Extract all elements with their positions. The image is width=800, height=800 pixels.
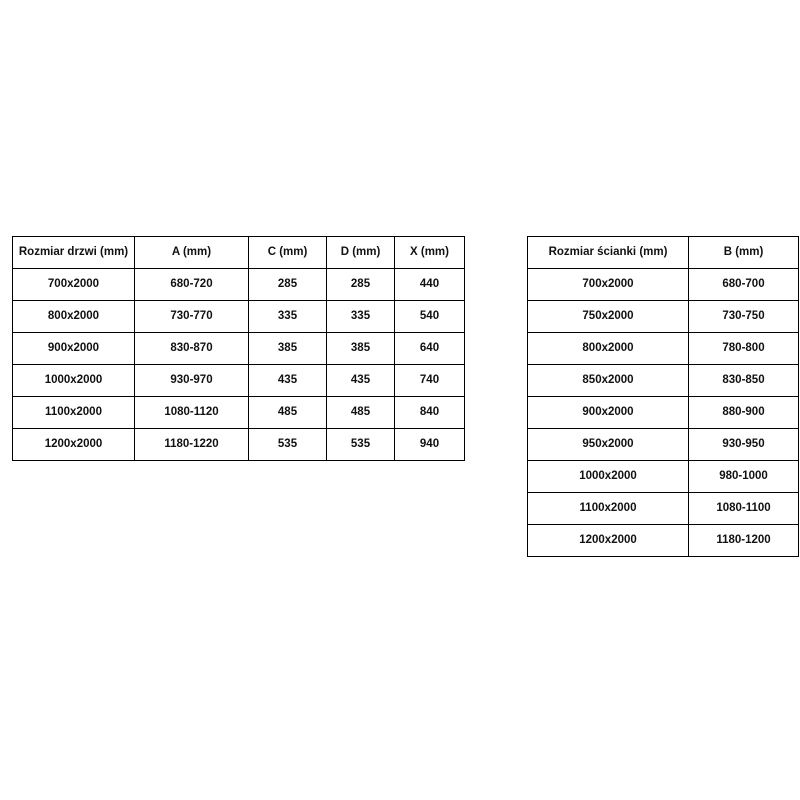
table-cell: 535 — [249, 429, 327, 461]
column-header: C (mm) — [249, 237, 327, 269]
table-cell: 1000x2000 — [13, 365, 135, 397]
table-row — [13, 301, 465, 333]
table-cell: 640 — [395, 333, 465, 365]
table-cell: 1200x2000 — [13, 429, 135, 461]
table-cell: 900x2000 — [13, 333, 135, 365]
table-cell: 1000x2000 — [528, 461, 689, 493]
column-header: A (mm) — [135, 237, 249, 269]
table-cell: 385 — [327, 333, 395, 365]
table-header-row — [13, 237, 465, 269]
table-cell: 1200x2000 — [528, 525, 689, 557]
table-cell: 950x2000 — [528, 429, 689, 461]
table-cell: 1080-1120 — [135, 397, 249, 429]
table-cell: 535 — [327, 429, 395, 461]
table-cell: 850x2000 — [528, 365, 689, 397]
table-row — [13, 365, 465, 397]
column-header: X (mm) — [395, 237, 465, 269]
table-cell: 980-1000 — [689, 461, 799, 493]
table-cell: 440 — [395, 269, 465, 301]
table-cell: 540 — [395, 301, 465, 333]
table-row — [528, 333, 799, 365]
column-header: D (mm) — [327, 237, 395, 269]
table-cell: 840 — [395, 397, 465, 429]
table-cell: 940 — [395, 429, 465, 461]
table-cell: 780-800 — [689, 333, 799, 365]
table-row — [528, 493, 799, 525]
table-cell: 800x2000 — [13, 301, 135, 333]
table-cell: 730-750 — [689, 301, 799, 333]
table-cell: 285 — [327, 269, 395, 301]
table-cell: 680-720 — [135, 269, 249, 301]
table-header-row — [528, 237, 799, 269]
table-row — [528, 301, 799, 333]
table-row — [13, 429, 465, 461]
table-cell: 800x2000 — [528, 333, 689, 365]
table-cell: 1100x2000 — [528, 493, 689, 525]
table-row — [528, 461, 799, 493]
table-row — [528, 525, 799, 557]
table-row — [13, 397, 465, 429]
table-cell: 335 — [327, 301, 395, 333]
table-cell: 285 — [249, 269, 327, 301]
column-header: B (mm) — [689, 237, 799, 269]
column-header: Rozmiar drzwi (mm) — [13, 237, 135, 269]
table-row — [13, 269, 465, 301]
table-cell: 435 — [327, 365, 395, 397]
table-cell: 1180-1220 — [135, 429, 249, 461]
column-header: Rozmiar ścianki (mm) — [528, 237, 689, 269]
table-cell: 385 — [249, 333, 327, 365]
table-cell: 700x2000 — [13, 269, 135, 301]
table-cell: 900x2000 — [528, 397, 689, 429]
table-cell: 680-700 — [689, 269, 799, 301]
table-cell: 485 — [249, 397, 327, 429]
table-cell: 880-900 — [689, 397, 799, 429]
table-cell: 750x2000 — [528, 301, 689, 333]
table-cell: 740 — [395, 365, 465, 397]
wall-size-table — [527, 236, 799, 557]
table-cell: 1080-1100 — [689, 493, 799, 525]
table-cell: 930-970 — [135, 365, 249, 397]
table-cell: 830-850 — [689, 365, 799, 397]
table-cell: 485 — [327, 397, 395, 429]
table-cell: 700x2000 — [528, 269, 689, 301]
table-row — [528, 269, 799, 301]
table-row — [528, 397, 799, 429]
table-row — [528, 365, 799, 397]
door-size-table — [12, 236, 465, 461]
table-cell: 335 — [249, 301, 327, 333]
table-cell: 830-870 — [135, 333, 249, 365]
table-cell: 1180-1200 — [689, 525, 799, 557]
table-cell: 730-770 — [135, 301, 249, 333]
table-row — [13, 333, 465, 365]
table-row — [528, 429, 799, 461]
table-cell: 930-950 — [689, 429, 799, 461]
table-cell: 435 — [249, 365, 327, 397]
table-cell: 1100x2000 — [13, 397, 135, 429]
